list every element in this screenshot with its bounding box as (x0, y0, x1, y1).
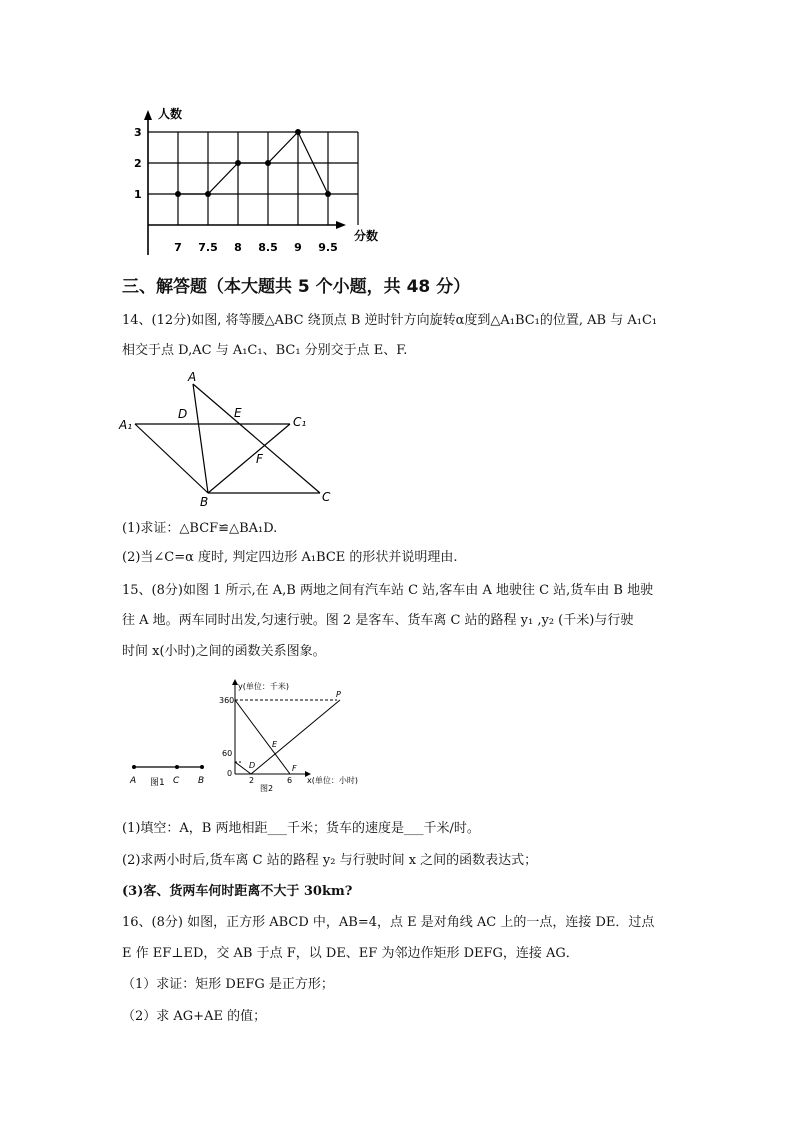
fig2-label-P: P (336, 690, 341, 699)
q16-part1: （1）求证：矩形 DEFG 是正方形； (122, 977, 334, 992)
q14-part1: (1)求证：△BCF≌△BA₁D. (122, 521, 278, 536)
q15-line3: 时间 x(小时)之间的函数关系图象。 (122, 644, 326, 659)
q16-part2: （2）求 AG+AE 的值； (122, 1009, 267, 1024)
chart-x-arrow (336, 221, 346, 229)
fig2-label-F: F (292, 764, 297, 773)
q14-line1: 14、(12分)如图, 将等腰△ABC 绕顶点 B 逆时针方向旋转α度到△A₁BC₁的位置, AB 与 A₁C₁ (122, 313, 658, 328)
q15-part1: (1)填空：A，B 两地相距___千米；货车的速度是___千米/时。 (122, 821, 480, 836)
fig1-label-A: A (130, 776, 137, 786)
data-point (175, 191, 181, 197)
fig2-x2: 2 (249, 776, 255, 785)
point-C (175, 765, 179, 769)
fig2-caption: 图2 (260, 784, 274, 793)
q15-figure1 (122, 755, 222, 795)
q15-part3: (3)客、货两车何时距离不大于 30km? (122, 884, 353, 899)
label-B: B (200, 495, 209, 508)
label-D: D (178, 407, 188, 421)
chart-y-label: 人数 (158, 107, 183, 121)
x-tick-label: 9.5 (318, 241, 338, 254)
seg-A1-B (135, 424, 208, 493)
fig2-y-label: y(单位：千米) (238, 682, 289, 691)
label-A: A (188, 370, 197, 384)
section-heading: 三、解答题（本大题共 5 个小题，共 48 分） (122, 277, 471, 297)
fig2-y60: 60 (222, 749, 233, 758)
fig2-line-truck-2 (251, 700, 340, 774)
fig2-origin: 0 (227, 769, 233, 778)
label-F: F (256, 452, 263, 466)
point-A (132, 765, 136, 769)
data-point (265, 160, 271, 166)
chart-x-label: 分数 (354, 229, 379, 243)
label-A1: A₁ (119, 418, 133, 432)
fig1-label-B: B (198, 776, 205, 786)
fig2-x6: 6 (287, 776, 293, 785)
q14-figure (115, 368, 345, 508)
x-tick-label: 8.5 (258, 241, 278, 254)
fig2-label-E: E (272, 740, 278, 749)
chart-y-arrow (144, 110, 152, 120)
x-tick-label: 7 (174, 241, 182, 254)
q14-line2: 相交于点 D,AC 与 A₁C₁、BC₁ 分别交于点 E、F. (122, 343, 408, 358)
y-tick-label: 1 (134, 188, 142, 201)
q15-part2: (2)求两小时后,货车离 C 站的路程 y₂ 与行驶时间 x 之间的函数表达式； (122, 853, 538, 868)
data-point (325, 191, 331, 197)
q15-figure2 (215, 676, 385, 798)
label-E: E (234, 406, 242, 420)
q14-part2: (2)当∠C=α 度时, 判定四边形 A₁BCE 的形状并说明理由. (122, 550, 458, 565)
data-point (205, 191, 211, 197)
data-point (295, 129, 301, 135)
fig2-line-bus (235, 700, 290, 774)
fig2-y360: 360 (219, 696, 235, 705)
seg-A-C (193, 384, 320, 493)
x-tick-label: 7.5 (198, 241, 218, 254)
point-B (200, 765, 204, 769)
label-C1: C₁ (293, 415, 307, 429)
x-tick-label: 8 (234, 241, 242, 254)
label-C: C (322, 490, 331, 504)
chart-grid (148, 132, 358, 225)
q15-line2: 往 A 地。两车同时出发,匀速行驶。图 2 是客车、货车离 C 站的路程 y₁ ,y₂ (千米)与行驶 (122, 613, 634, 628)
y-tick-label: 2 (134, 157, 142, 170)
x-tick-label: 9 (294, 241, 302, 254)
data-point (235, 160, 241, 166)
fig1-label-C: C (173, 776, 180, 786)
fig1-caption: 图1 (150, 778, 165, 788)
fig2-label-D: D (249, 761, 256, 770)
y-tick-label: 3 (134, 126, 142, 139)
fig2-x-label: x(单位：小时) (307, 776, 358, 785)
q16-line2: E 作 EF⊥ED，交 AB 于点 F，以 DE、EF 为邻边作矩形 DEFG，连接 AG． (122, 946, 579, 961)
seg-A-B (193, 384, 208, 493)
seg-B-C1 (208, 424, 290, 493)
q15-line1: 15、(8分)如图 1 所示,在 A,B 两地之间有汽车站 C 站,客车由 A 地驶往 C 站,货车由 B 地驶 (122, 583, 654, 598)
score-chart (110, 100, 410, 270)
q16-line1: 16、(8分) 如图，正方形 ABCD 中，AB=4，点 E 是对角线 AC 上的一点，连接 DE．过点 (122, 915, 655, 930)
